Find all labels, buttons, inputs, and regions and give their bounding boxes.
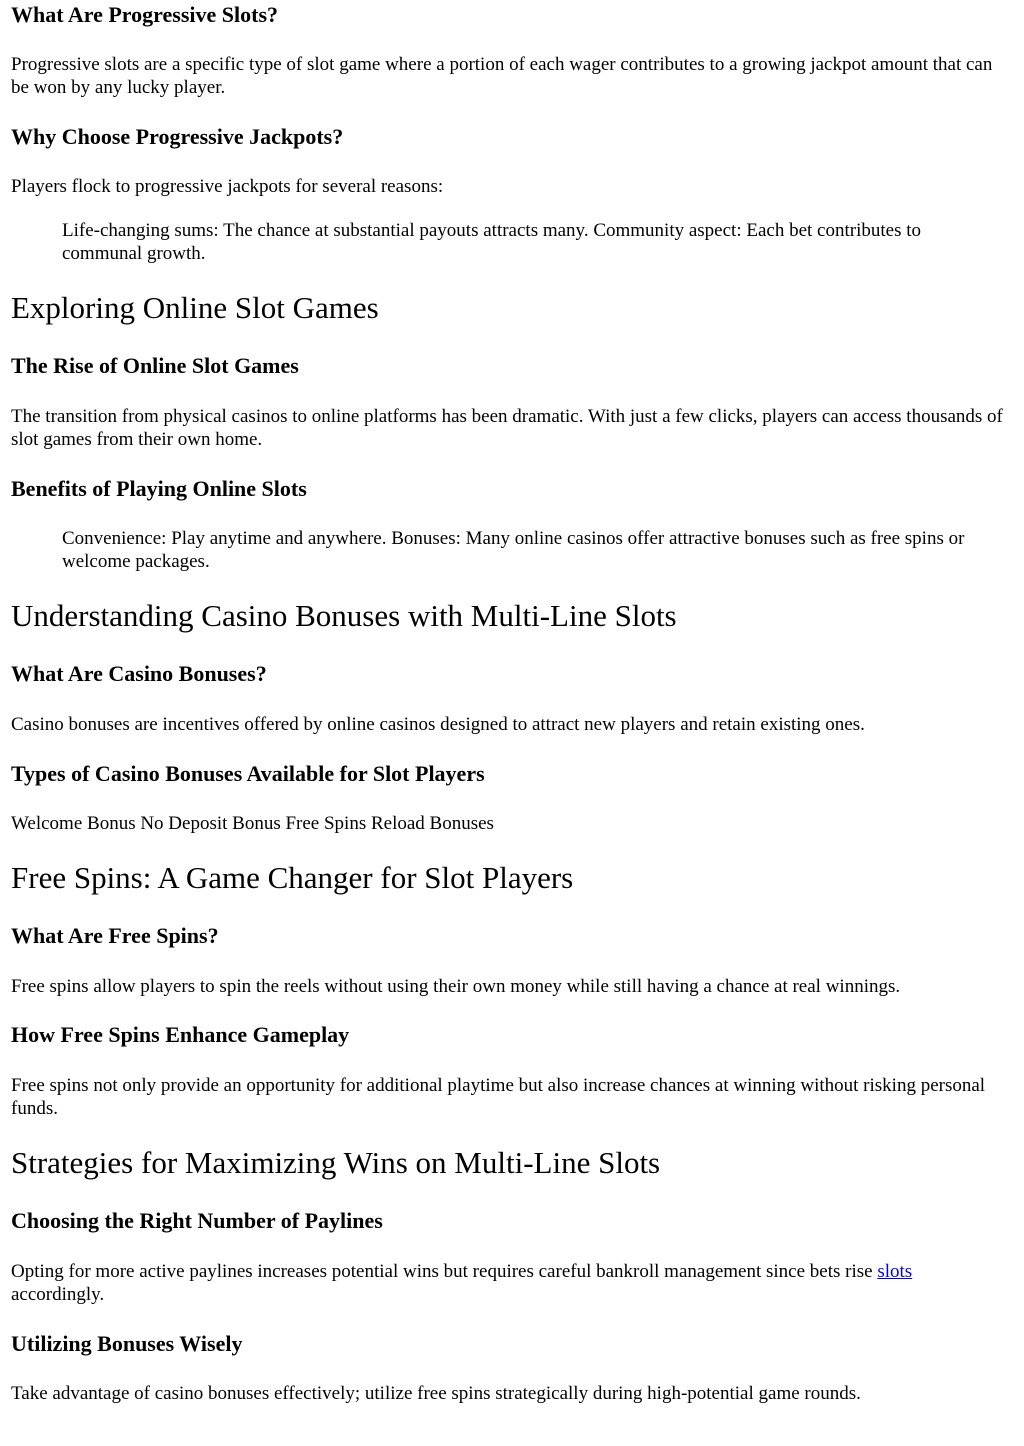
slots-link[interactable]: slots	[877, 1261, 913, 1282]
paragraph-choosing-paylines	[11, 1260, 1010, 1306]
blockquote-progressive-reasons: Life-changing sums: The chance at substantial payouts attracts many. Community aspect: Each bet contributes to communal growth.	[62, 220, 921, 264]
paragraph-progressive-slots: Progressive slots are a specific type of slot game where a portion of each wager contributes to a growing jackpot amount that can be won by any lucky player.	[11, 54, 993, 98]
heading-utilizing-bonuses: Utilizing Bonuses Wisely	[11, 1331, 243, 1356]
heading-rise-of-online-slots: The Rise of Online Slot Games	[11, 353, 299, 378]
heading-choosing-paylines: Choosing the Right Number of Paylines	[11, 1208, 383, 1233]
paragraph-how-free-spins-enhance: Free spins not only provide an opportunity for additional playtime but also increase chances at winning without risking personal funds.	[11, 1075, 986, 1119]
paragraph-why-choose: Players flock to progressive jackpots for several reasons:	[11, 176, 444, 197]
heading-free-spins-game-changer: Free Spins: A Game Changer for Slot Players	[11, 860, 574, 895]
heading-understanding-casino-bonuses: Understanding Casino Bonuses with Multi-Line Slots	[11, 598, 677, 633]
blockquote-benefits: Convenience: Play anytime and anywhere. Bonuses: Many online casinos offer attractive bonuses such as free spins or welcome packages.	[62, 528, 965, 572]
paragraph-rise-of-online-slots: The transition from physical casinos to online platforms has been dramatic. With just a few clicks, players can access thousands of slot games from their own home.	[11, 406, 1003, 450]
heading-types-of-casino-bonuses: Types of Casino Bonuses Available for Slot Players	[11, 761, 485, 786]
heading-strategies-maximizing-wins: Strategies for Maximizing Wins on Multi-Line Slots	[11, 1145, 661, 1180]
paragraph-free-spins: Free spins allow players to spin the reels without using their own money while still having a chance at real winnings.	[11, 976, 901, 997]
heading-what-are-free-spins: What Are Free Spins?	[11, 923, 219, 948]
heading-exploring-online-slots: Exploring Online Slot Games	[11, 290, 379, 325]
heading-benefits-online-slots: Benefits of Playing Online Slots	[11, 476, 307, 501]
heading-what-are-progressive-slots: What Are Progressive Slots?	[11, 2, 279, 27]
heading-how-free-spins-enhance: How Free Spins Enhance Gameplay	[11, 1022, 350, 1047]
paragraph-utilizing-bonuses: Take advantage of casino bonuses effectively; utilize free spins strategically during high-potential game rounds.	[11, 1383, 861, 1404]
paragraph-casino-bonuses: Casino bonuses are incentives offered by online casinos designed to attract new players and retain existing ones.	[11, 714, 865, 735]
heading-what-are-casino-bonuses: What Are Casino Bonuses?	[11, 661, 267, 686]
paragraph-types-of-bonuses: Welcome Bonus No Deposit Bonus Free Spins Reload Bonuses	[11, 813, 494, 834]
paylines-text-before: Opting for more active paylines increases potential wins but requires careful bankroll management since bets rise	[11, 1261, 878, 1282]
paylines-text-after: accordingly.	[11, 1284, 105, 1305]
heading-why-choose-progressive: Why Choose Progressive Jackpots?	[11, 124, 344, 149]
